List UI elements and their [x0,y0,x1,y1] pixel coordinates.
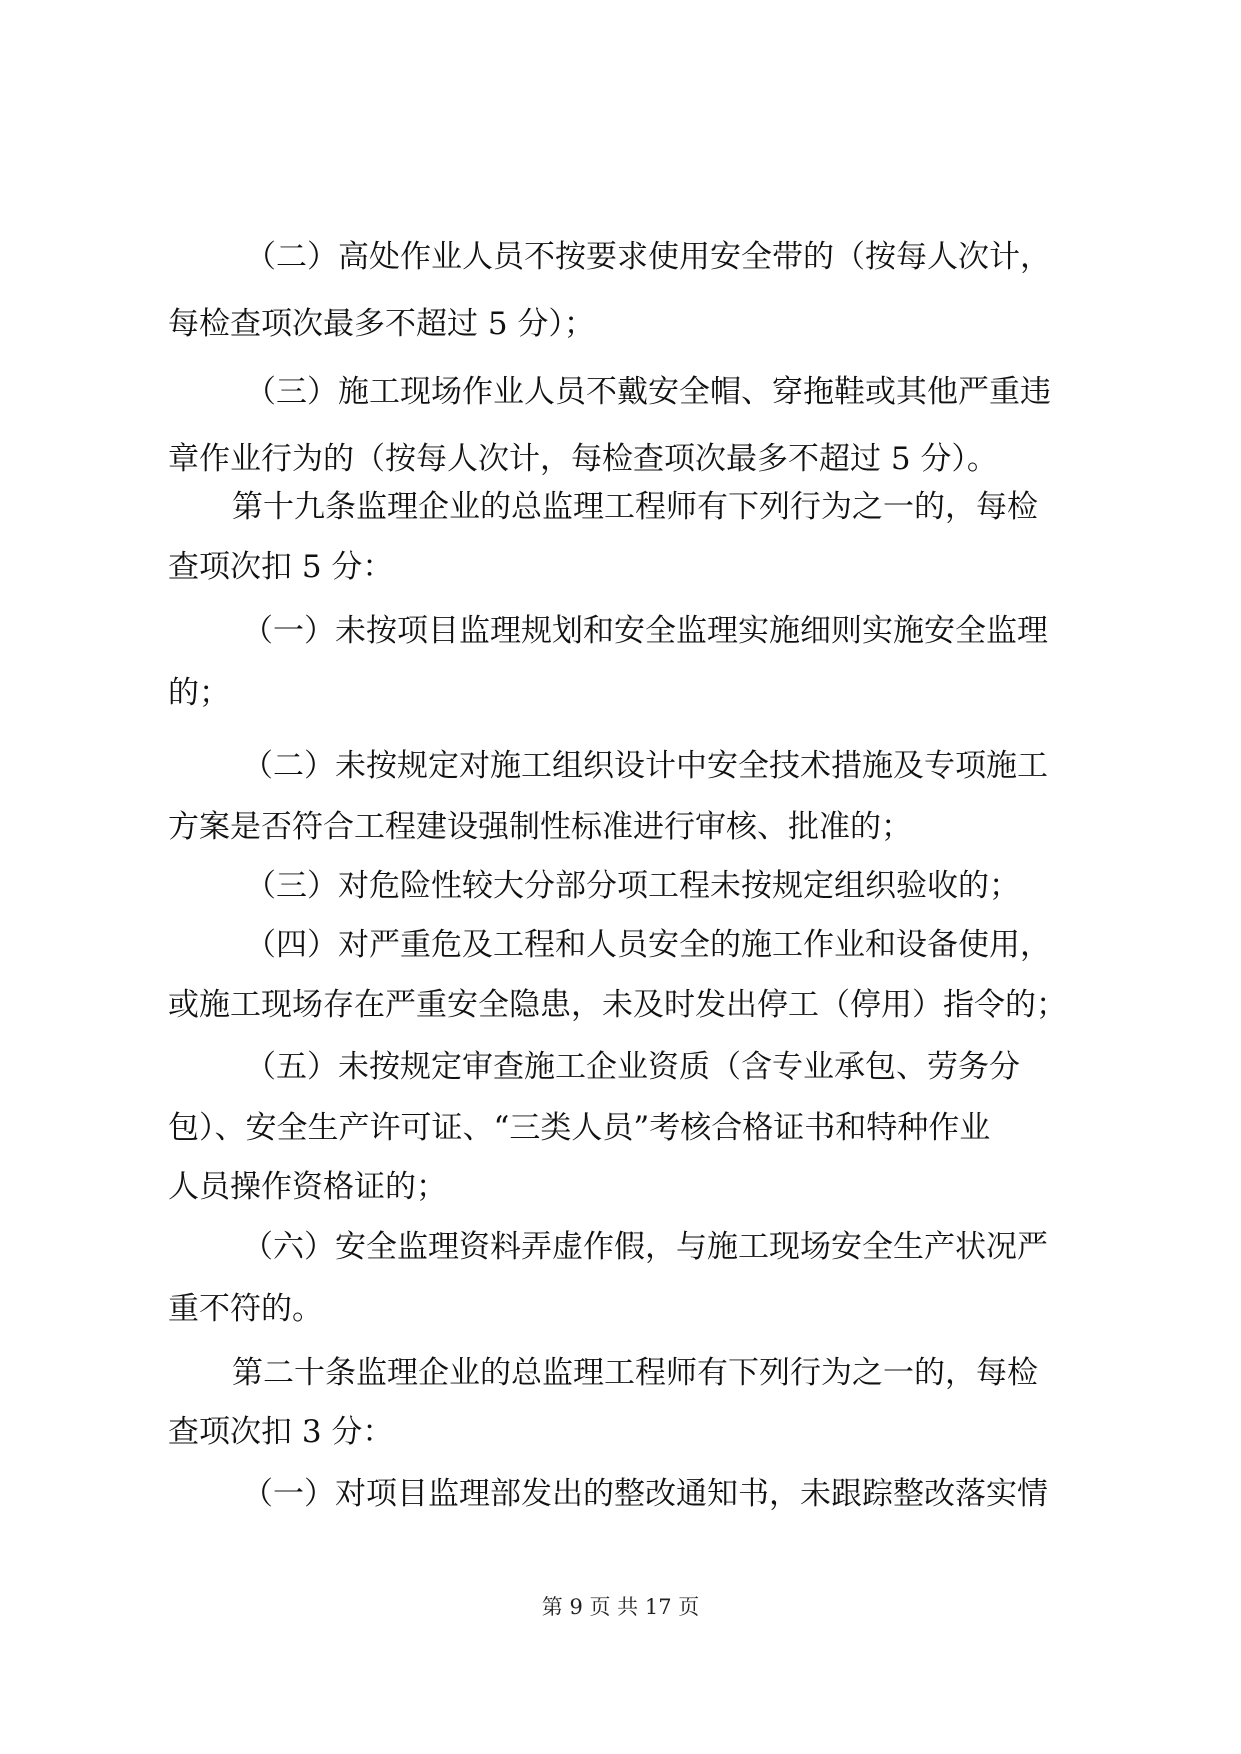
text-line: （四）对严重危及工程和人员安全的施工作业和设备使用， [245,927,1051,963]
text-line: （六）安全监理资料弄虚作假，与施工现场安全生产状况严 [242,1229,1048,1265]
text-line: （三）施工现场作业人员不戴安全帽、穿拖鞋或其他严重违 [245,374,1051,410]
text-line: 查项次扣 5 分： [168,549,394,585]
text-line: （二）高处作业人员不按要求使用安全带的（按每人次计， [245,239,1051,275]
text-line: （一）对项目监理部发出的整改通知书，未跟踪整改落实情 [242,1476,1048,1512]
text-line: 包）、安全生产许可证、“三类人员”考核合格证书和特种作业 [168,1110,991,1146]
text-line: （一）未按项目监理规划和安全监理实施细则实施安全监理 [242,613,1048,649]
text-line: 第十九条监理企业的总监理工程师有下列行为之一的，每检 [232,489,1038,525]
text-line: 重不符的。 [168,1291,323,1327]
text-line: 每检查项次最多不超过 5 分）； [168,306,595,342]
text-line: 查项次扣 3 分： [168,1414,394,1450]
page-number-footer: 第 9 页 共 17 页 [541,1595,700,1619]
text-line: 章作业行为的（按每人次计，每检查项次最多不超过 5 分）。 [168,441,998,477]
text-line: 第二十条监理企业的总监理工程师有下列行为之一的，每检 [232,1355,1038,1391]
text-line: （二）未按规定对施工组织设计中安全技术措施及专项施工 [242,748,1048,784]
text-line: 的； [168,675,230,711]
text-line: 或施工现场存在严重安全隐患，未及时发出停工（停用）指令的； [168,987,1067,1023]
text-line: （三）对危险性较大分部分项工程未按规定组织验收的； [245,868,1020,904]
text-line: 方案是否符合工程建设强制性标准进行审核、批准的； [168,809,912,845]
text-line: （五）未按规定审查施工企业资质（含专业承包、劳务分 [245,1049,1020,1085]
text-line: 人员操作资格证的； [168,1169,447,1205]
